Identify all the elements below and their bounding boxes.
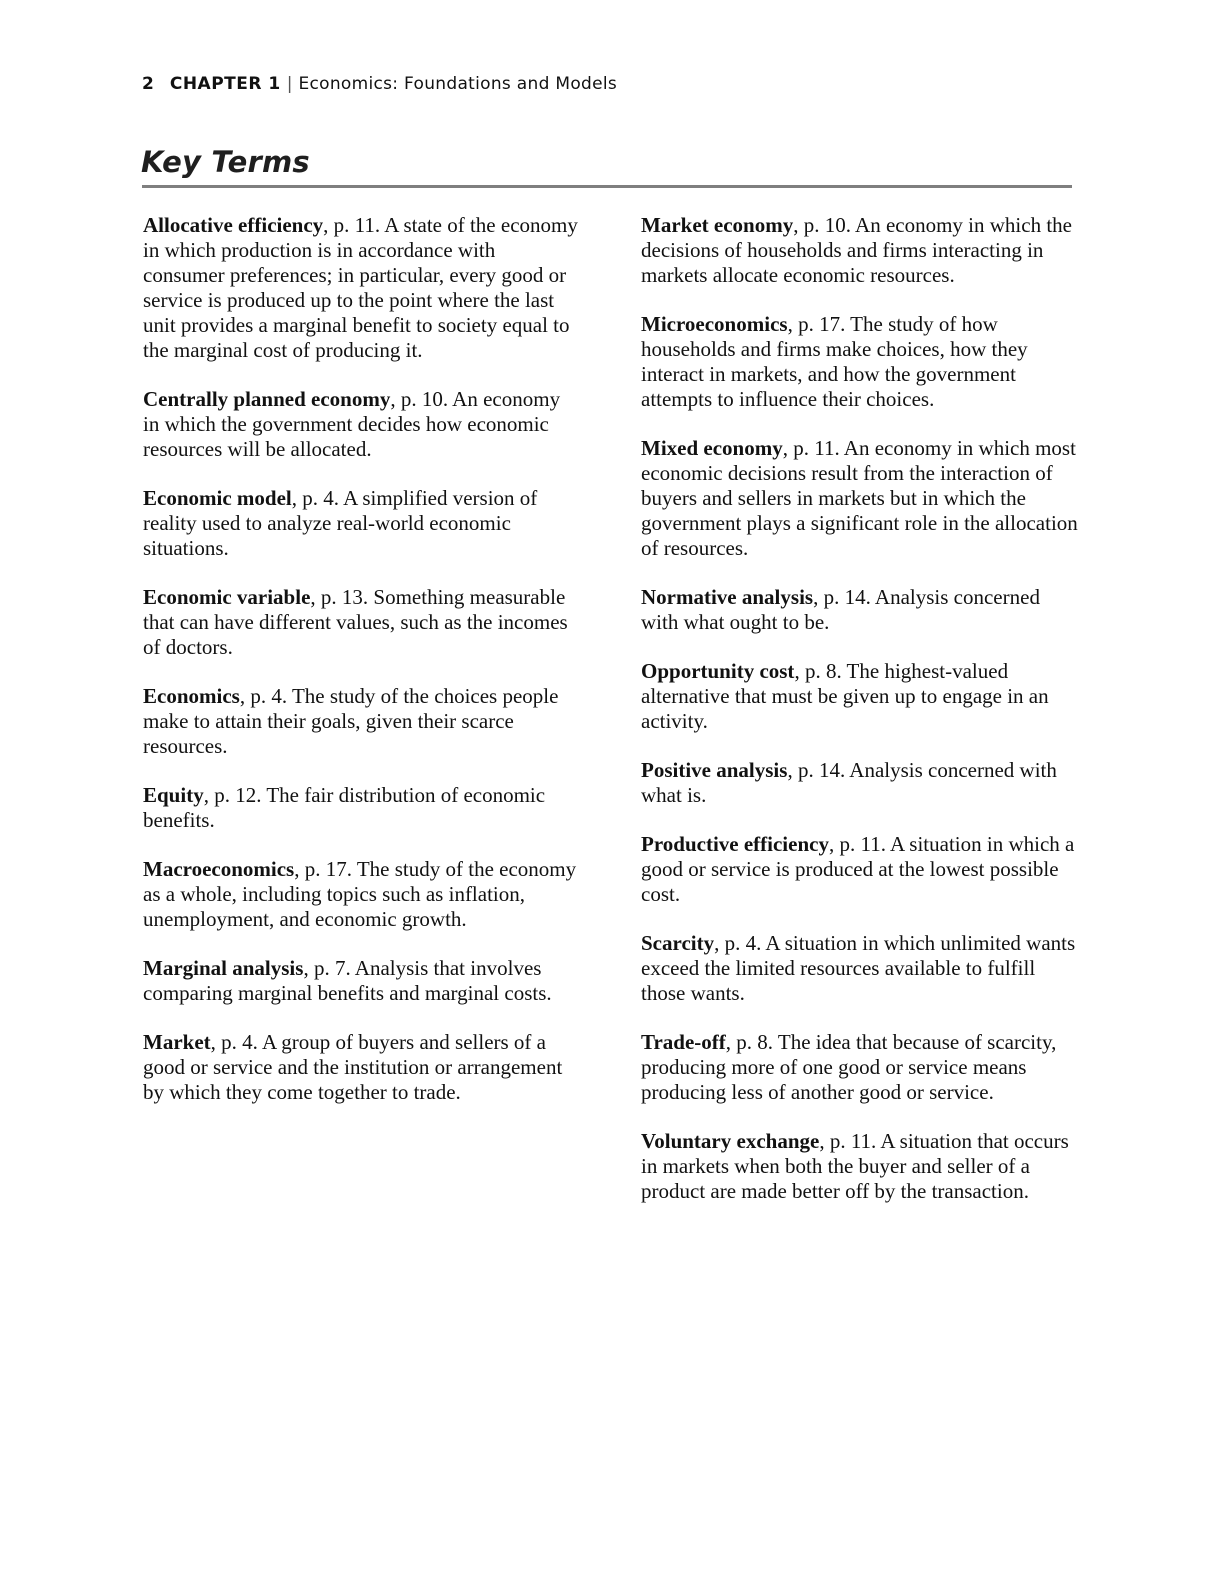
glossary-entry (641, 659, 1081, 734)
glossary-definition: , p. 11. A state of the economy in which production is in accordance with consumer preferences; in particular, every good or service is produced up to the point where the last unit provides a marginal benefit to society equal to the marginal cost of producing it. (143, 213, 578, 362)
glossary-definition: , p. 4. A simplified version of reality used to analyze real-world economic situations. (143, 486, 538, 560)
header-separator: | (286, 74, 293, 94)
page-number: 2 (142, 74, 154, 94)
glossary-definition: , p. 10. An economy in which the decisions of households and firms interacting in markets allocate economic resources. (641, 213, 1072, 287)
glossary-definition: , p. 8. The highest-valued alternative that must be given up to engage in an activity. (641, 659, 1049, 733)
glossary-term: Voluntary exchange (641, 1129, 820, 1153)
glossary-term: Microeconomics (641, 312, 788, 336)
chapter-title: Economics: Foundations and Models (298, 74, 618, 94)
glossary-entry (641, 1129, 1081, 1204)
glossary-definition: , p. 8. The idea that because of scarcity, producing more of one good or service means producing less of another good or service. (641, 1030, 1057, 1104)
glossary-entry (143, 1030, 581, 1105)
glossary-entry (641, 312, 1081, 412)
glossary-entry (641, 1030, 1081, 1105)
glossary-term: Marginal analysis (143, 956, 304, 980)
glossary-term: Economics (143, 684, 240, 708)
glossary-entry (641, 832, 1081, 907)
glossary-definition: , p. 12. The fair distribution of economic benefits. (143, 783, 546, 832)
glossary-definition: , p. 10. An economy in which the government decides how economic resources will be allocated. (143, 387, 561, 461)
glossary-entry (143, 486, 581, 561)
glossary-definition: , p. 4. A situation in which unlimited wants exceed the limited resources available to fulfill those wants. (641, 931, 1076, 1005)
chapter-label: CHAPTER 1 (169, 74, 281, 94)
glossary-entry (641, 213, 1081, 288)
glossary-definition: , p. 4. A group of buyers and sellers of a good or service and the institution or arrangement by which they come together to trade. (143, 1030, 563, 1104)
running-header (142, 72, 617, 96)
glossary-term: Positive analysis (641, 758, 788, 782)
title-underline-rule (142, 185, 1072, 188)
glossary-definition: , p. 17. The study of how households and firms make choices, how they interact in markets, and how the government attempts to influence their choices. (641, 312, 1028, 411)
glossary-term: Macroeconomics (143, 857, 295, 881)
glossary-entry (641, 758, 1081, 808)
glossary-entry (143, 956, 581, 1006)
glossary-definition: , p. 11. An economy in which most economic decisions result from the interaction of buyers and sellers in markets but in which the government plays a significant role in the allocation of resources. (641, 436, 1078, 560)
glossary-entry (143, 783, 581, 833)
glossary-definition: , p. 13. Something measurable that can have different values, such as the incomes of doctors. (143, 585, 568, 659)
glossary-term: Economic variable (143, 585, 311, 609)
glossary-entry (143, 387, 581, 462)
glossary-definition: , p. 17. The study of the economy as a whole, including topics such as inflation, unemployment, and economic growth. (143, 857, 577, 931)
glossary-entry (143, 684, 581, 759)
glossary-entry (641, 585, 1081, 635)
glossary-definition: , p. 7. Analysis that involves comparing marginal benefits and marginal costs. (143, 956, 552, 1005)
right-column (641, 213, 1081, 1228)
glossary-term: Scarcity (641, 931, 715, 955)
glossary-definition: , p. 11. A situation that occurs in markets when both the buyer and seller of a product are made better off by the transaction. (641, 1129, 1069, 1203)
section-title: Key Terms (141, 145, 310, 179)
glossary-entry (143, 585, 581, 660)
glossary-term: Mixed economy (641, 436, 783, 460)
glossary-term: Equity (143, 783, 204, 807)
glossary-term: Opportunity cost (641, 659, 795, 683)
glossary-term: Productive efficiency (641, 832, 829, 856)
glossary-entry (143, 857, 581, 932)
glossary-term: Trade-off (641, 1030, 726, 1054)
glossary-definition: , p. 14. Analysis concerned with what is. (641, 758, 1057, 807)
glossary-definition: , p. 14. Analysis concerned with what ought to be. (641, 585, 1040, 634)
glossary-term: Economic model (143, 486, 292, 510)
glossary-entry (641, 436, 1081, 561)
glossary-definition: , p. 4. The study of the choices people make to attain their goals, given their scarce resources. (143, 684, 559, 758)
glossary-term: Centrally planned economy (143, 387, 391, 411)
glossary-term: Market economy (641, 213, 794, 237)
left-column (143, 213, 581, 1129)
glossary-definition: , p. 11. A situation in which a good or service is produced at the lowest possible cost. (641, 832, 1075, 906)
glossary-entry (143, 213, 581, 363)
glossary-term: Market (143, 1030, 211, 1054)
glossary-term: Allocative efficiency (143, 213, 324, 237)
glossary-entry (641, 931, 1081, 1006)
glossary-term: Normative analysis (641, 585, 814, 609)
